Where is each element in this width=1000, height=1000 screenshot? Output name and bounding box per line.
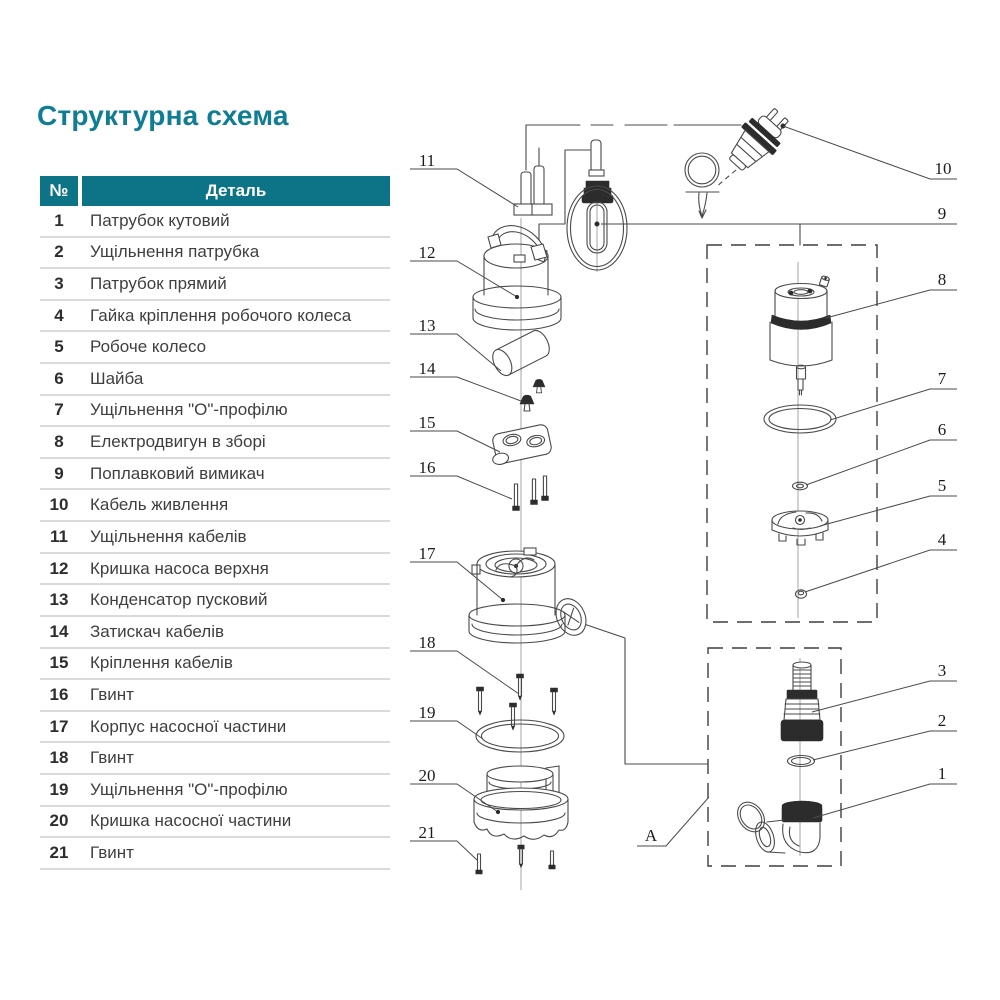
svg-text:1: 1	[937, 764, 947, 783]
part-screws-18	[477, 674, 558, 730]
part-number: 8	[54, 432, 64, 452]
callout-6	[806, 420, 957, 485]
part-name: Затискач кабелів	[90, 621, 225, 641]
outlet-connection-line	[584, 624, 707, 764]
center-axes	[521, 192, 800, 890]
svg-text:14: 14	[418, 359, 436, 378]
part-number: 16	[49, 684, 69, 704]
part-name: Кришка насоса верхня	[90, 558, 269, 578]
svg-text:6: 6	[937, 420, 947, 439]
part-number: 5	[54, 337, 64, 357]
part-name: Патрубок кутовий	[90, 210, 230, 230]
part-cable-fixture	[488, 424, 553, 466]
part-name: Ущільнення патрубка	[90, 242, 260, 262]
outlet-section-box	[708, 648, 841, 866]
callout-7	[830, 369, 957, 420]
part-name: Гвинт	[90, 842, 134, 862]
part-name: Корпус насосної частини	[90, 716, 287, 736]
svg-text:17: 17	[418, 544, 436, 563]
callout-3	[812, 661, 957, 712]
svg-text:18: 18	[418, 633, 436, 652]
part-number: 21	[49, 842, 69, 862]
page-title: Структурна схема	[37, 100, 289, 131]
part-impeller	[772, 511, 828, 545]
part-name: Конденсатор пусковий	[90, 590, 268, 610]
part-oring-7	[764, 405, 836, 433]
callout-15	[410, 413, 500, 452]
part-number: 15	[49, 653, 69, 673]
header-cell-part: Деталь	[82, 176, 390, 206]
svg-text:19: 19	[418, 703, 436, 722]
part-washer	[793, 482, 808, 490]
motor-section-box	[707, 245, 877, 622]
svg-text:7: 7	[937, 369, 947, 388]
part-name: Кришка насосної частини	[90, 811, 292, 831]
callout-10	[781, 124, 957, 179]
part-cable-seals	[514, 148, 552, 215]
part-top-cover	[473, 226, 561, 330]
part-number: 18	[49, 748, 69, 768]
part-number: 11	[50, 526, 68, 546]
part-oring-19	[476, 720, 564, 752]
part-name: Кабель живлення	[90, 495, 229, 515]
part-name: Ущільнення кабелів	[90, 526, 247, 546]
part-name: Гайка кріплення робочого колеса	[90, 305, 352, 325]
svg-text:13: 13	[418, 316, 436, 335]
callout-14	[410, 359, 521, 401]
callout-9	[601, 204, 957, 224]
svg-text:5: 5	[937, 476, 947, 495]
part-number: 19	[49, 779, 69, 799]
callout-4	[805, 530, 957, 592]
svg-text:20: 20	[418, 766, 436, 785]
svg-text:2: 2	[937, 711, 947, 730]
part-number: 17	[49, 716, 69, 736]
part-oring-2	[788, 756, 815, 767]
part-number: 12	[49, 558, 69, 578]
part-elbow-connector	[732, 797, 822, 854]
part-name: Електродвигун в зборі	[90, 432, 266, 452]
part-nut	[796, 590, 807, 598]
svg-text:A: A	[644, 826, 658, 845]
part-number: 1	[54, 210, 64, 230]
part-name: Робоче колесо	[90, 337, 207, 357]
callout-1	[813, 764, 957, 818]
part-number: 20	[49, 811, 69, 831]
svg-text:9: 9	[937, 204, 947, 223]
part-number: 9	[54, 463, 64, 483]
callout-21	[410, 823, 477, 860]
svg-text:8: 8	[937, 270, 947, 289]
svg-text:21: 21	[418, 823, 436, 842]
part-name: Патрубок прямий	[90, 274, 227, 294]
callout-12	[410, 243, 519, 299]
part-power-plug	[685, 100, 797, 218]
power-cable-line	[526, 125, 741, 170]
svg-text:11: 11	[418, 151, 436, 170]
svg-text:15: 15	[418, 413, 436, 432]
part-name: Ущільнення "О"-профілю	[90, 779, 288, 799]
part-screws-16	[513, 476, 549, 511]
svg-text:4: 4	[937, 530, 947, 549]
header-cell-number: №	[40, 176, 78, 206]
part-number: 7	[54, 400, 64, 420]
svg-text:16: 16	[418, 458, 436, 477]
float-cable-line	[539, 150, 800, 245]
part-name: Гвинт	[90, 748, 134, 768]
part-straight-connector	[781, 662, 823, 741]
part-number: 2	[54, 242, 64, 262]
callout-11	[410, 151, 518, 207]
part-name: Шайба	[90, 368, 144, 388]
part-cable-clamps	[520, 379, 545, 411]
part-number: 13	[49, 590, 69, 610]
part-name: Кріплення кабелів	[90, 653, 233, 673]
callout-section-a	[637, 797, 709, 846]
part-name: Поплавковий вимикач	[90, 463, 265, 483]
callout-8	[826, 270, 957, 318]
svg-text:10: 10	[934, 159, 952, 178]
part-number: 14	[49, 621, 69, 641]
callout-2	[813, 711, 957, 760]
part-number: 10	[49, 495, 69, 515]
callout-5	[820, 476, 957, 526]
part-pump-housing	[469, 548, 592, 643]
part-name: Ущільнення "О"-профілю	[90, 400, 288, 420]
svg-text:12: 12	[418, 243, 436, 262]
part-motor	[770, 275, 832, 395]
part-name: Гвинт	[90, 684, 134, 704]
svg-text:3: 3	[937, 661, 947, 680]
part-number: 4	[54, 305, 64, 325]
part-number: 3	[54, 274, 64, 294]
part-float-switch	[567, 140, 627, 270]
part-number: 6	[54, 368, 64, 388]
callout-19	[410, 703, 483, 739]
part-screws-21	[476, 845, 555, 874]
